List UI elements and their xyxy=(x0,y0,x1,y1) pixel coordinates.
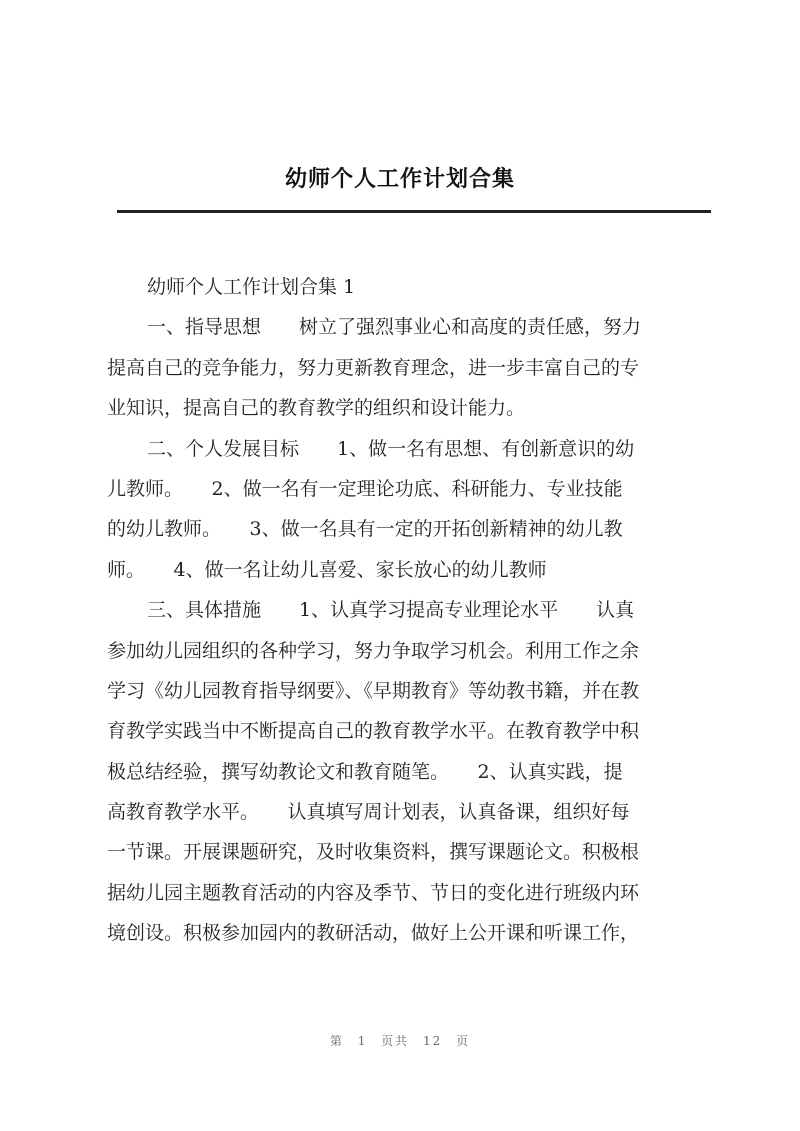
paragraph-line: 一节课。开展课题研究，及时收集资料，撰写课题论文。积极根 xyxy=(107,841,640,864)
title-divider xyxy=(117,210,711,213)
current-page-number: 1 xyxy=(357,1034,368,1048)
footer-label-prefix: 第 xyxy=(329,1034,344,1048)
paragraph-line: 极总结经验，撰写幼教论文和教育随笔。 2、认真实践，提 xyxy=(107,760,623,783)
total-pages-number: 12 xyxy=(423,1034,443,1048)
paragraph-line: 师。 4、做一名让幼儿喜爱、家长放心的幼儿教师 xyxy=(107,558,547,581)
paragraph-line: 一、指导思想 树立了强烈事业心和高度的责任感，努力 xyxy=(147,316,642,339)
document-body xyxy=(107,267,707,954)
paragraph-line: 据幼儿园主题教育活动的内容及季节、节日的变化进行班级内环 xyxy=(107,881,640,904)
page-footer xyxy=(0,1032,800,1049)
footer-label-mid: 页共 xyxy=(381,1034,410,1048)
paragraph-line: 提高自己的竞争能力，努力更新教育理念，进一步丰富自己的专 xyxy=(107,356,640,379)
paragraph-line: 学习《幼儿园教育指导纲要》、《早期教育》等幼教书籍，并在教 xyxy=(107,679,640,702)
paragraph-line: 儿教师。 2、做一名有一定理论功底、科研能力、专业技能 xyxy=(107,477,623,500)
paragraph-line: 的幼儿教师。 3、做一名具有一定的开拓创新精神的幼儿教 xyxy=(107,518,623,541)
section-heading: 幼师个人工作计划合集 1 xyxy=(147,276,356,298)
paragraph-line: 三、具体措施 1、认真学习提高专业理论水平 认真 xyxy=(147,599,635,622)
paragraph-line: 参加幼儿园组织的各种学习，努力争取学习机会。利用工作之余 xyxy=(107,639,640,662)
paragraph-line: 高教育教学水平。 认真填写周计划表，认真备课，组织好每 xyxy=(107,801,630,824)
paragraph-line: 业知识，提高自己的教育教学的组织和设计能力。 xyxy=(107,397,526,420)
paragraph-line: 二、个人发展目标 1、做一名有思想、有创新意识的幼 xyxy=(147,437,635,460)
page-title: 幼师个人工作计划合集 xyxy=(284,166,515,192)
paragraph-line: 育教学实践当中不断提高自己的教育教学水平。在教育教学中积 xyxy=(107,720,640,743)
footer-label-suffix: 页 xyxy=(456,1034,471,1048)
paragraph-line: 境创设。积极参加园内的教研活动，做好上公开课和听课工作， xyxy=(107,922,640,945)
